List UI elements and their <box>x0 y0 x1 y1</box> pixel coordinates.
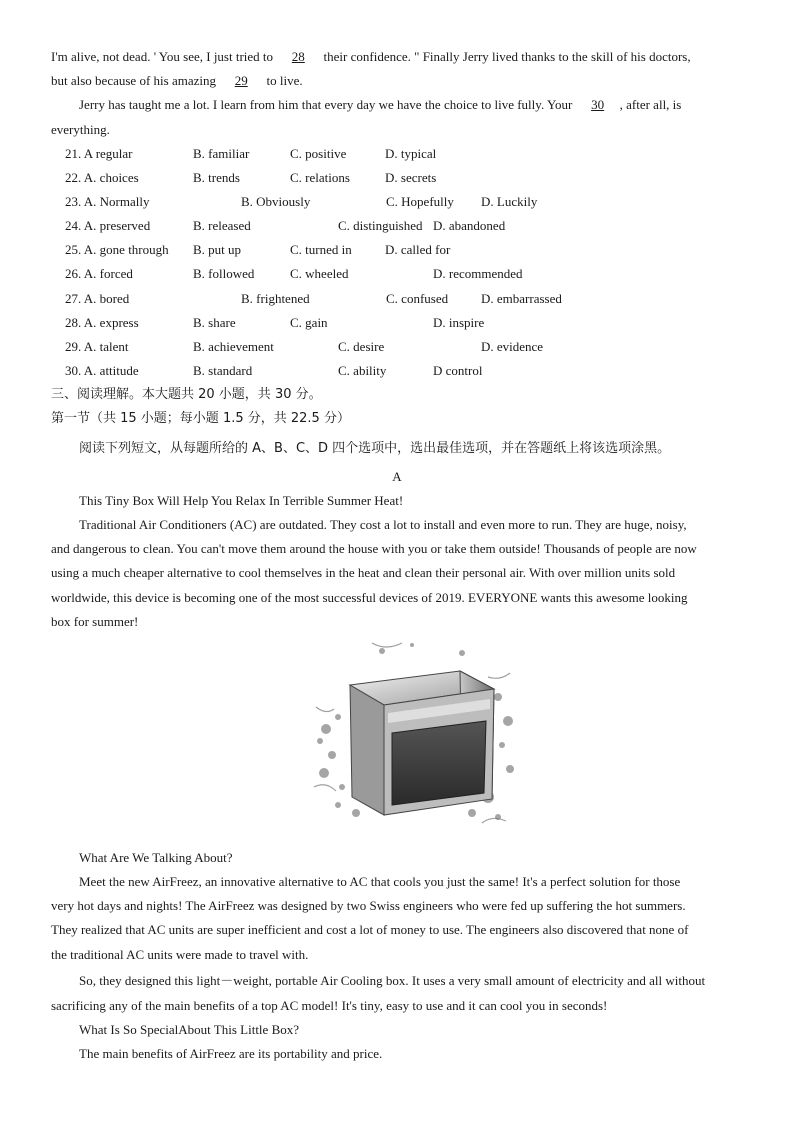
option-b: B. trends <box>193 170 240 185</box>
option-c: C. gain <box>290 315 328 330</box>
option-b: B. share <box>193 315 236 330</box>
article-p3-line: sacrificing any of the main benefits of a top AC model! It's tiny, easy to use and it can cool you in seconds! <box>51 998 608 1013</box>
option-d: D. typical <box>385 146 437 161</box>
option-b: B. put up <box>193 242 242 257</box>
option-row <box>65 194 665 210</box>
option-a: 26. A. forced <box>65 266 133 281</box>
article-p2-line: very hot days and nights! The AirFreez was designed by two Swiss engineers who were fed up suffering the hot summers. <box>51 898 686 913</box>
blank-28: 28 <box>291 49 305 64</box>
blank-29: 29 <box>234 73 248 88</box>
option-d: D. abandoned <box>433 218 506 233</box>
option-c: C. ability <box>338 363 387 378</box>
option-b: B. Obviously <box>241 194 311 209</box>
option-a: 28. A. express <box>65 315 139 330</box>
option-a: 29. A. talent <box>65 339 129 354</box>
option-c: C. confused <box>386 291 449 306</box>
option-c: C. Hopefully <box>386 194 454 209</box>
option-a: 30. A. attitude <box>65 363 139 378</box>
passage-letter: A <box>392 469 402 484</box>
passage-line-3: Jerry has taught me a lot. I learn from him that every day we have the choice to live fully. Your 30 , after all, is <box>79 97 682 112</box>
article-p2-line: the traditional AC units were made to travel with. <box>51 947 309 962</box>
option-b: B. frightened <box>241 291 310 306</box>
article-p1-line: and dangerous to clean. You can't move them around the house with you or take them outside! Thousands of people are now <box>51 541 697 556</box>
article-title: This Tiny Box Will Help You Relax In Terrible Summer Heat! <box>79 493 404 508</box>
option-c: C. distinguished <box>338 218 423 233</box>
option-row <box>65 218 665 234</box>
air-cooler-box-icon <box>312 637 520 829</box>
option-d: D. evidence <box>481 339 544 354</box>
option-row <box>65 266 665 282</box>
article-p3-line: So, they designed this light－weight, portable Air Cooling box. It uses a very small amount of electricity and all without <box>79 973 706 988</box>
option-a: 27. A. bored <box>65 291 130 306</box>
passage-line-4: everything. <box>51 122 110 137</box>
option-d: D. embarrassed <box>481 291 562 306</box>
option-c: C. wheeled <box>290 266 349 281</box>
option-b: B. familiar <box>193 146 250 161</box>
passage-line-1: I'm alive, not dead. ' You see, I just tried to 28 their confidence. " Finally Jerry lived thanks to the skill of his doctors, <box>51 49 691 64</box>
option-c: C. desire <box>338 339 385 354</box>
option-c: C. positive <box>290 146 347 161</box>
option-row <box>65 291 665 307</box>
option-b: B. released <box>193 218 251 233</box>
option-d: D control <box>433 363 483 378</box>
article-p2-line: Meet the new AirFreez, an innovative alternative to AC that cools you just the same! It's a perfect solution for those <box>79 874 681 889</box>
option-c: C. turned in <box>290 242 352 257</box>
option-row <box>65 146 665 162</box>
article-p1-line: box for summer! <box>51 614 139 629</box>
passage-line-2: but also because of his amazing 29 to live. <box>51 73 303 88</box>
option-row <box>65 170 665 186</box>
option-d: D. recommended <box>433 266 523 281</box>
article-p1-line: worldwide, this device is becoming one of the most successful devices of 2019. EVERYONE wants this awesome looking <box>51 590 688 605</box>
section-heading: 三、阅读理解。本大题共 20 小题，共 30 分。 <box>51 387 322 402</box>
article-subheading: What Are We Talking About? <box>79 850 233 865</box>
option-d: D. inspire <box>433 315 485 330</box>
article-p1-line: Traditional Air Conditioners (AC) are outdated. They cost a lot to install and even more to run. They are huge, noisy, <box>79 517 687 532</box>
article-p4-line: The main benefits of AirFreez are its portability and price. <box>79 1046 383 1061</box>
article-p2-line: They realized that AC units are super inefficient and cost a lot of money to use. The engineers also discovered that none of <box>51 922 689 937</box>
option-d: D. secrets <box>385 170 437 185</box>
option-a: 23. A. Normally <box>65 194 150 209</box>
option-a: 22. A. choices <box>65 170 139 185</box>
section-sub-heading: 第一节（共 15 小题；每小题 1.5 分，共 22.5 分） <box>51 411 350 426</box>
option-row <box>65 315 665 331</box>
option-c: C. relations <box>290 170 350 185</box>
option-row <box>65 242 665 258</box>
blank-30: 30 <box>591 97 605 112</box>
option-row <box>65 363 665 379</box>
option-b: B. achievement <box>193 339 274 354</box>
section-instruction: 阅读下列短文，从每题所给的 A、B、C、D 四个选项中，选出最佳选项，并在答题纸上将该选项涂黑。 <box>79 441 671 456</box>
option-a: 21. A regular <box>65 146 133 161</box>
option-row <box>65 339 665 355</box>
option-a: 24. A. preserved <box>65 218 151 233</box>
option-d: D. called for <box>385 242 451 257</box>
option-b: B. standard <box>193 363 253 378</box>
option-d: D. Luckily <box>481 194 538 209</box>
option-a: 25. A. gone through <box>65 242 169 257</box>
option-b: B. followed <box>193 266 255 281</box>
article-subheading: What Is So SpecialAbout This Little Box? <box>79 1022 300 1037</box>
article-p1-line: using a much cheaper alternative to cool themselves in the heat and clean their personal air. With over million units sold <box>51 565 676 580</box>
